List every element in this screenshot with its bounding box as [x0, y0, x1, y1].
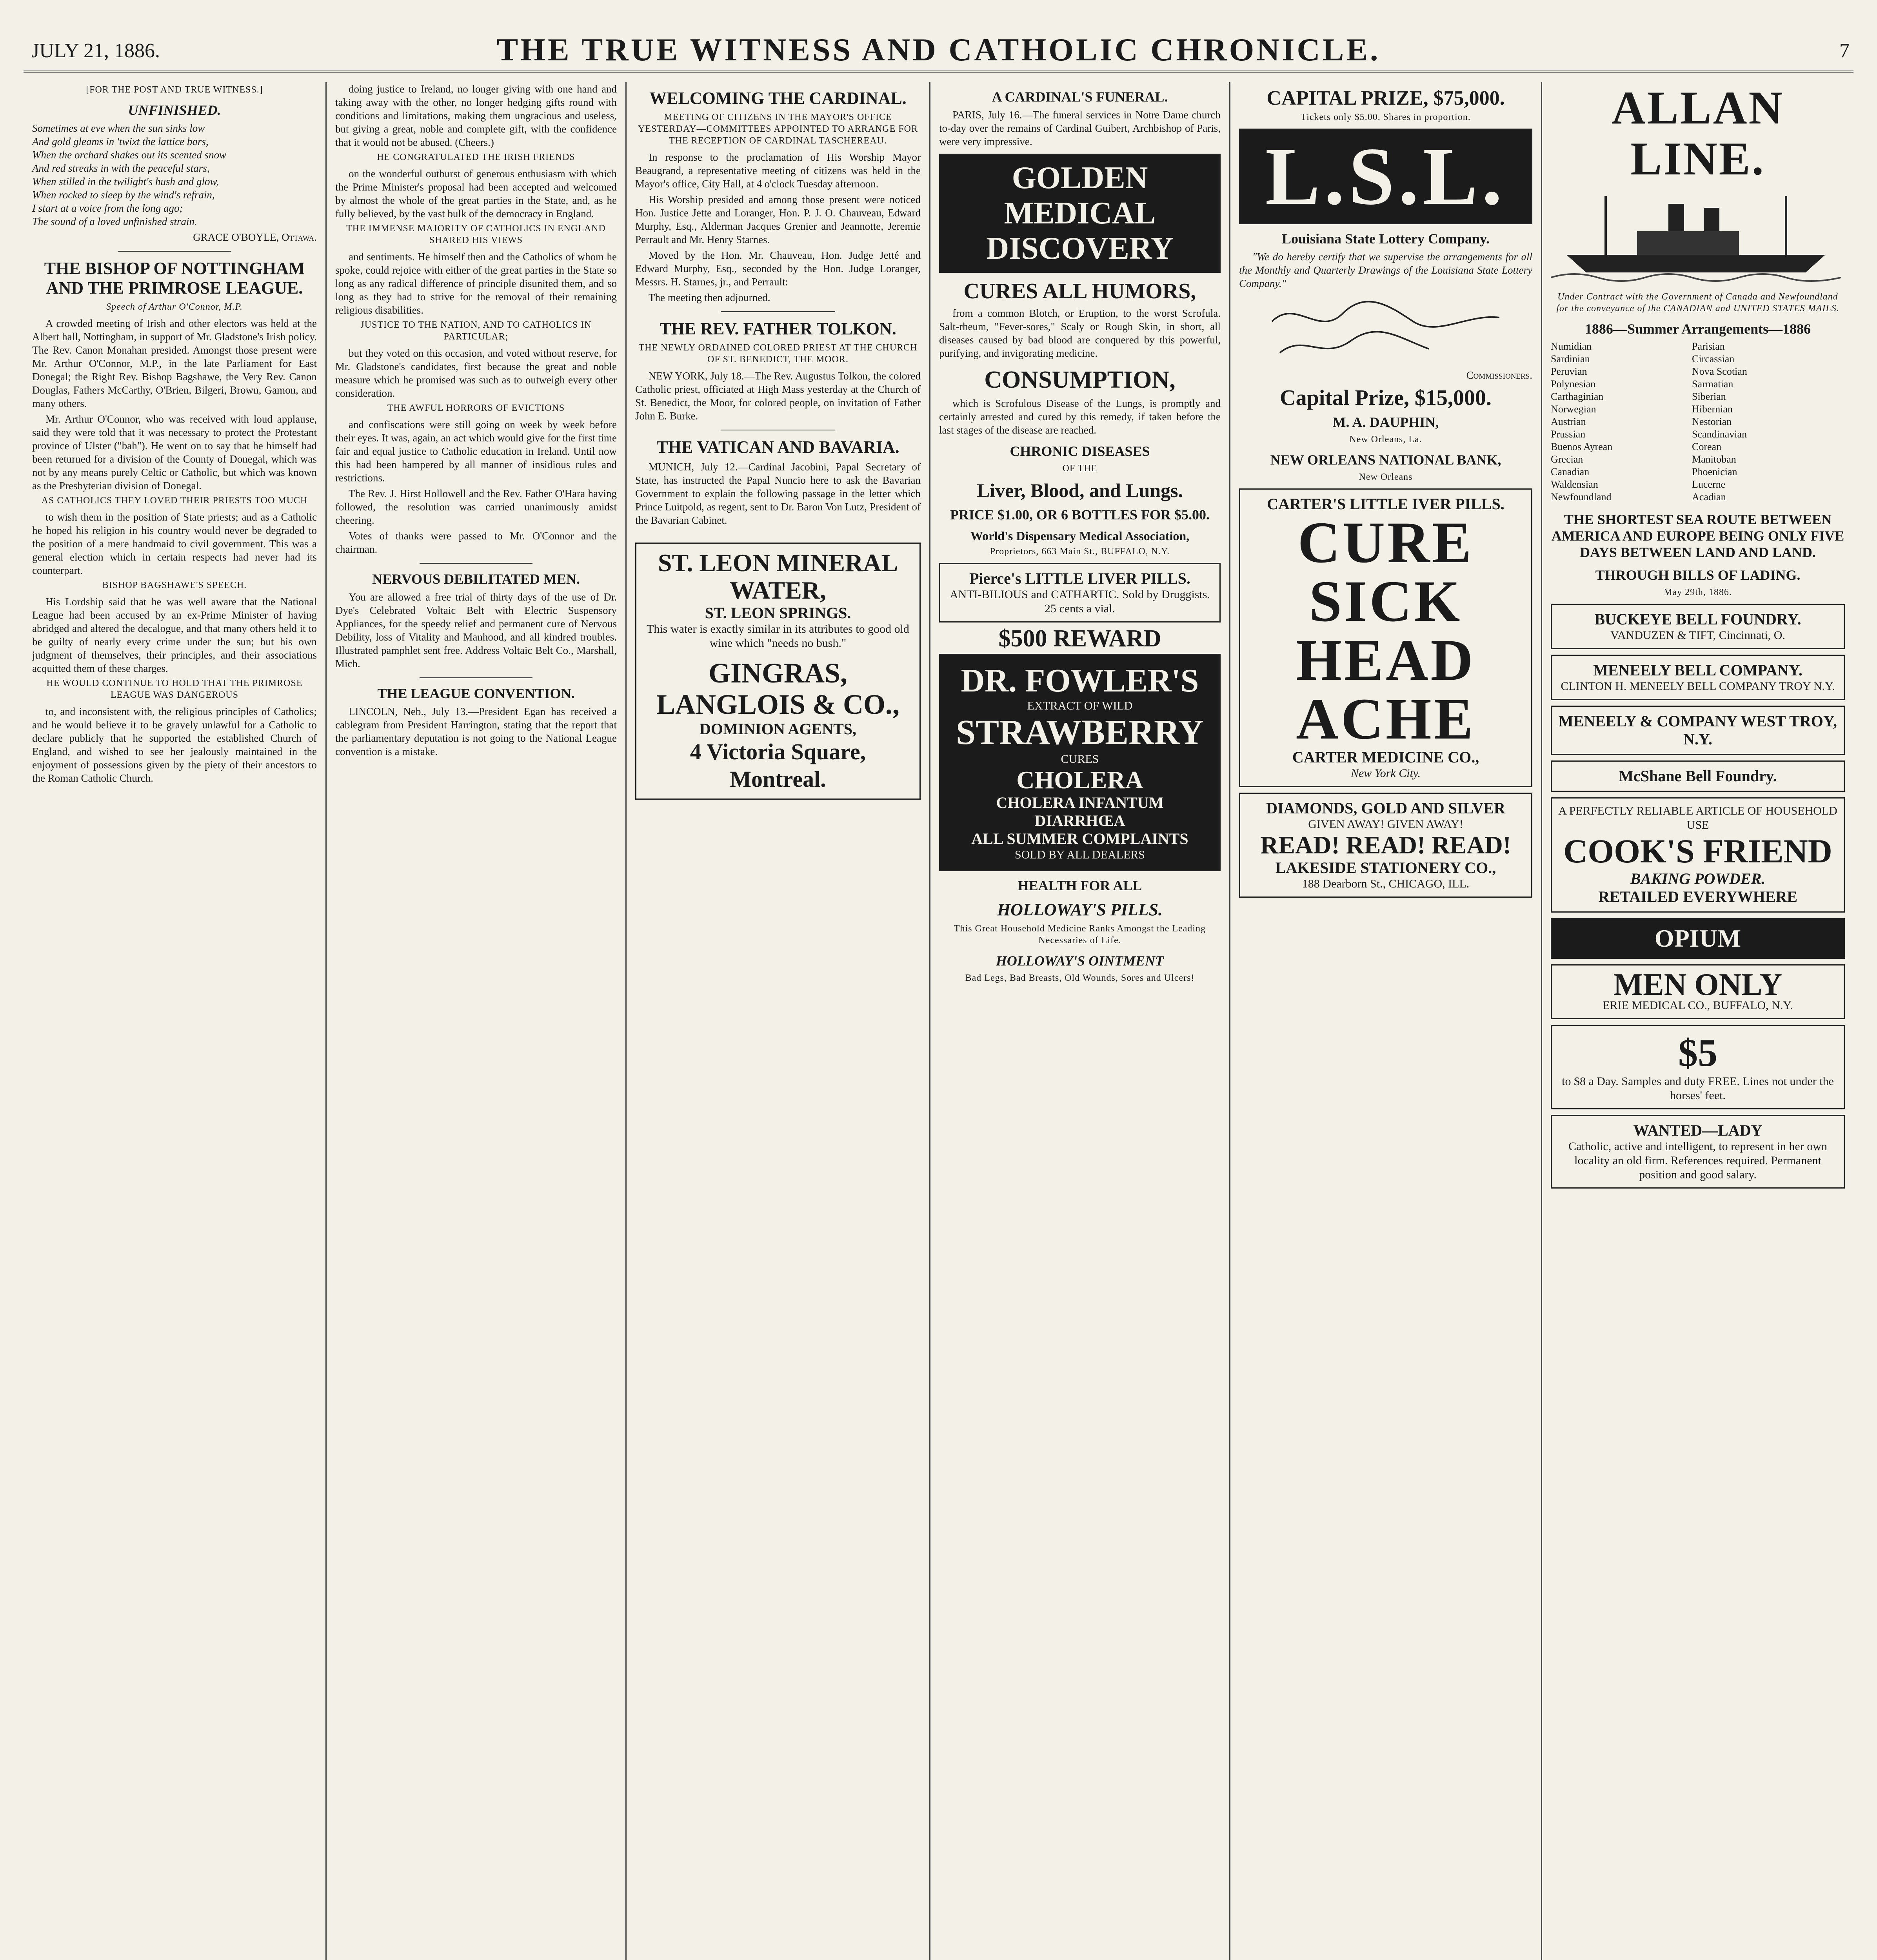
article-paragraph: and sentiments. He himself then and the Catholics of whom he spoke, could rejoice with either of the great parties in the State so long as any radical difference of principle disunited them, and so long as they had to strive for the removal of their remaining religious disabilities. — [335, 251, 617, 316]
ship-list-item: Numidian — [1551, 341, 1592, 352]
ship-list-item: Nestorian — [1692, 416, 1732, 427]
article-subhead: THE NEWLY ORDAINED COLORED PRIEST AT THE CHURCH OF ST. BENEDICT, THE MOOR. — [638, 343, 918, 365]
ship-list-item: Sarmatian — [1692, 378, 1733, 390]
ship-list-item: Buenos Ayrean — [1551, 441, 1613, 452]
ship-list-item: Circassian — [1692, 353, 1735, 365]
ad-headline: HEALTH FOR ALL — [1018, 878, 1142, 893]
ad-headline: CHRONIC DISEASES — [1010, 443, 1150, 459]
poem-body — [32, 122, 317, 228]
ad-address: Proprietors, 663 Main St., BUFFALO, N.Y. — [990, 546, 1170, 557]
separator — [420, 677, 532, 678]
ad-line: STRAWBERRY — [956, 713, 1204, 752]
diamonds-ad — [1239, 793, 1532, 898]
article-paragraph: The Rev. J. Hirst Hollowell and the Rev. Father O'Hara having followed, the resolution was carried unanimously amidst cheering. — [335, 488, 617, 526]
article-paragraph: Mr. Arthur O'Connor, who was received with loud applause, said they were told that it was necessary to protect the Protestant province of Ulster ("bah"). He went on to say that he himself had been returned for a division of the County of Donegal, which was not by any means purely Celtic or Catholic, but which was known as the Presbyterian division of Donegal. — [32, 413, 317, 492]
article-paragraph: to, and inconsistent with, the religious principles of Catholics; and he would believe it to be gravely unlawful for a Catholic to declare publicly that he supported the established Church of England, and wished to see her jealously maintained in the enjoyment of possessions given by the piety of their ancestors to the Roman Catholic Church. — [32, 706, 317, 784]
pierce-pills-ad — [939, 563, 1221, 622]
separator — [118, 251, 231, 252]
ad-title: MEN ONLY — [1613, 967, 1783, 1002]
issue-date: JULY 21, 1886. — [31, 40, 160, 62]
poem-line: Sometimes at eve when the sun sinks low — [32, 122, 205, 134]
article-paragraph: Votes of thanks were passed to Mr. O'Connor and the chairman. — [335, 530, 617, 555]
ad-address: New York City. — [1350, 767, 1421, 780]
ad-title: OPIUM — [1654, 924, 1741, 952]
ad-headline: READ! READ! READ! — [1260, 831, 1511, 859]
section-heading: HE CONGRATULATED THE IRISH FRIENDS — [377, 152, 575, 162]
ad-text: Catholic, active and intelligent, to represent in her own locality an old firm. References required. Permanent position and good salary. — [1568, 1140, 1827, 1181]
ad-text: This Great Household Medicine Ranks Amongst the Leading Necessaries of Life. — [954, 924, 1206, 946]
article-subhead: Speech of Arthur O'Connor, M.P. — [106, 302, 243, 312]
ad-text: "We do hereby certify that we supervise the arrangements for all the Monthly and Quarterly Drawings of the Louisiana State Lottery Company." — [1239, 251, 1532, 289]
ad-headline: Capital Prize, $15,000. — [1280, 386, 1492, 410]
ad-line: DIARRHŒA — [1034, 812, 1125, 829]
ad-line: EXTRACT OF WILD — [1027, 699, 1133, 712]
poem-line: When rocked to sleep by the wind's refrain, — [32, 189, 215, 201]
signatures — [1248, 294, 1523, 365]
ad-word: SICK — [1309, 569, 1463, 634]
article-paragraph: MUNICH, July 12.—Cardinal Jacobini, Papal Secretary of State, has instructed the Papal Nuncio here to ask the Bavarian Government to explain the following passage in the letter which Prince Luitpold, as regent, sent to Dr. Baron Von Lutz, President of the Bavarian Cabinet. — [635, 461, 921, 526]
ad-title: MENEELY & COMPANY WEST TROY, N.Y. — [1558, 712, 1837, 748]
ship-list-item: Polynesian — [1551, 378, 1596, 390]
ad-headline: Louisiana State Lottery Company. — [1281, 231, 1490, 247]
poem-credit: [FOR THE POST AND TRUE WITNESS.] — [86, 85, 263, 95]
ad-title: GOLDEN MEDICAL DISCOVERY — [986, 161, 1174, 266]
ad-address: 188 Dearborn St., CHICAGO, ILL. — [1302, 877, 1470, 890]
article-headline: WELCOMING THE CARDINAL. — [649, 89, 907, 108]
article-paragraph: A crowded meeting of Irish and other electors was held at the Albert hall, Nottingham, in support of Mr. Gladstone's Irish policy. The Rev. Canon Monahan presided. Amongst those present were Mr. Arthur O'Connor, M.P., in the late Parliament for East Donegal; the Right Rev. Bishop Bagshawe, the Very Rev. Canon Douglas, Fathers McCarthy, O'Brien, Bilgeri, Brown, Gamon, and many others. — [32, 318, 317, 409]
article-paragraph: on the wonderful outburst of generous enthusiasm with which the Prime Minister's proposal had been accepted and welcomed by almost the whole of the great parties in the State, and, as he fully believed, by the vast bulk of the democracy in England. — [335, 168, 617, 220]
fowler-strawberry-ad — [939, 654, 1221, 871]
article-paragraph: and confiscations were still going on week by week before their eyes. It was, again, an act which would give for the first time fair and equal justice to Catholic education in Ireland. Until now this had been hampered by all manner of insidious rules and restrictions. — [335, 419, 617, 484]
ad-title: ST. LEON MINERAL WATER, — [658, 549, 898, 604]
ship-list — [1551, 340, 1845, 503]
ship-list-item: Carthaginian — [1551, 391, 1604, 402]
ad-address: 4 Victoria Square, Montreal. — [690, 739, 866, 792]
ad-address: New Orleans, La. — [1349, 434, 1422, 445]
ad-text: Commissioners. — [1466, 369, 1532, 381]
ad-name: M. A. DAUPHIN, — [1332, 414, 1439, 430]
ship-list-item: Newfoundland — [1551, 491, 1612, 503]
ad-agents: DOMINION AGENTS, — [699, 720, 857, 738]
ship-list-item: Canadian — [1551, 466, 1590, 477]
separator — [420, 563, 532, 564]
ad-headline: HOLLOWAY'S PILLS. — [997, 900, 1163, 919]
ad-word: HEAD — [1296, 628, 1475, 693]
poem-line: I start at a voice from the long ago; — [32, 202, 183, 214]
ship-list-item: Austrian — [1551, 416, 1586, 427]
ad-title: BAKING POWDER. — [1630, 870, 1766, 887]
ad-subtitle: ST. LEON SPRINGS. — [705, 604, 851, 622]
section-heading: THE IMMENSE MAJORITY OF CATHOLICS IN ENGLAND SHARED HIS VIEWS — [346, 223, 606, 245]
section-heading: HE WOULD CONTINUE TO HOLD THAT THE PRIMROSE LEAGUE WAS DANGEROUS — [46, 678, 303, 700]
column-2 — [327, 82, 625, 1960]
ship-list-item: Prussian — [1551, 428, 1586, 440]
ad-title: McShane Bell Foundry. — [1619, 767, 1777, 785]
column-1 — [24, 82, 325, 1960]
ad-firm: GINGRAS, LANGLOIS & CO., — [656, 657, 900, 720]
article-headline: THE LEAGUE CONVENTION. — [377, 686, 575, 701]
ad-line: CHOLERA INFANTUM — [996, 794, 1164, 811]
poem-title: UNFINISHED. — [128, 102, 221, 118]
ad-title: WANTED—LADY — [1633, 1122, 1763, 1139]
opium-ad — [1551, 918, 1845, 959]
poem-line: And gold gleams in 'twixt the lattice bars, — [32, 136, 209, 147]
ad-logo-text: L.S.L. — [1265, 131, 1506, 222]
ad-date: May 29th, 1886. — [1664, 587, 1732, 597]
ad-subtitle: GIVEN AWAY! GIVEN AWAY! — [1308, 818, 1463, 831]
ad-text: RETAILED EVERYWHERE — [1598, 888, 1797, 906]
ship-list-item: Acadian — [1692, 491, 1726, 503]
ship-list-item: Manitoban — [1692, 454, 1736, 465]
ship-list-item: Hibernian — [1692, 403, 1733, 415]
ad-title: BUCKEYE BELL FOUNDRY. — [1594, 610, 1801, 628]
article-subhead: MEETING OF CITIZENS IN THE MAYOR'S OFFICE YESTERDAY—COMMITTEES APPOINTED TO ARRANGE FOR THE RECEPTION OF CARDINAL TASCHEREAU. — [638, 112, 918, 146]
page-number: 7 — [1839, 40, 1850, 62]
section-heading: AS CATHOLICS THEY LOVED THEIR PRIESTS TOO MUCH — [41, 495, 308, 506]
article-paragraph: to wish them in the position of State priests; and as a Catholic he hoped his religion in his country would never be degraded to the position of a mere handmaid to civil government. This was a general election which in certain respects had never had its counterpart. — [32, 511, 317, 576]
ship-list-item: Sardinian — [1551, 353, 1590, 365]
ad-headline: Liver, Blood, and Lungs. — [976, 479, 1183, 501]
ad-headline: THROUGH BILLS OF LADING. — [1595, 567, 1801, 583]
ad-text: Bad Legs, Bad Breasts, Old Wounds, Sores and Ulcers! — [965, 973, 1195, 983]
poem-author: GRACE O'BOYLE, Ottawa. — [193, 231, 317, 243]
st-leon-ad — [635, 543, 921, 800]
section-heading: JUSTICE TO THE NATION, AND TO CATHOLICS IN PARTICULAR; — [360, 320, 592, 342]
ad-headline: THE SHORTEST SEA ROUTE BETWEEN AMERICA AND EUROPE BEING ONLY FIVE DAYS BETWEEN LAND AND LAND. — [1551, 512, 1844, 560]
meneely-west-troy-ad — [1551, 706, 1845, 755]
mcshane-bell-ad — [1551, 760, 1845, 792]
ad-text: Tickets only $5.00. Shares in proportion. — [1301, 112, 1471, 122]
column-5 — [1230, 82, 1541, 1960]
ship-list-item: Grecian — [1551, 454, 1583, 465]
ad-name: NEW ORLEANS NATIONAL BANK, — [1270, 452, 1501, 468]
poem-line: When stilled in the twilight's hush and glow, — [32, 176, 219, 187]
article-headline: NERVOUS DEBILITATED MEN. — [372, 571, 580, 587]
ad-text: Under Contract with the Government of Canada and Newfoundland for the conveyance of the CANADIAN and UNITED STATES MAILS. — [1556, 292, 1839, 314]
article-paragraph: The meeting then adjourned. — [649, 292, 770, 303]
ad-headline: 1886—Summer Arrangements—1886 — [1584, 321, 1811, 337]
steamship-icon — [1551, 188, 1841, 282]
ad-subhead: OF THE — [1062, 463, 1097, 474]
ad-subtitle: A PERFECTLY RELIABLE ARTICLE OF HOUSEHOLD USE — [1558, 804, 1837, 831]
ad-title: $5 — [1678, 1031, 1717, 1074]
ad-title: CARTER'S LITTLE IVER PILLS. — [1267, 495, 1505, 513]
newspaper-title: THE TRUE WITNESS AND CATHOLIC CHRONICLE. — [496, 32, 1381, 67]
ad-text: CLINTON H. MENEELY BELL COMPANY TROY N.Y. — [1561, 680, 1835, 693]
article-paragraph: NEW YORK, July 18.—The Rev. Augustus Tolkon, the colored Catholic priest, officiated at High Mass yesterday at the Church of St. Benedict, the Moor, for colored people, on invitation of Father John E. Burke. — [635, 370, 921, 422]
ad-text: from a common Blotch, or Eruption, to the worst Scrofula. Salt-rheum, "Fever-sores," Scaly or Rough Skin, in short, all diseases caused by bad blood are conquered by this powerful, purifying, and invigorating medicine. — [939, 307, 1221, 359]
ad-word: ACHE — [1296, 686, 1475, 751]
article-headline: A CARDINAL'S FUNERAL. — [992, 89, 1168, 105]
ad-headline: $500 REWARD — [998, 625, 1161, 652]
ship-list-item: Waldensian — [1551, 479, 1598, 490]
ad-text: to $8 a Day. Samples and duty FREE. Lines not under the horses' feet. — [1562, 1075, 1834, 1102]
masthead — [24, 27, 1853, 73]
section-heading: BISHOP BAGSHAWE'S SPEECH. — [102, 580, 247, 590]
article-paragraph: You are allowed a free trial of thirty days of the use of Dr. Dye's Celebrated Voltaic Belt with Electric Suspensory Appliances, for the speedy relief and permanent cure of Nervous Debility, loss of Vitality and Manhood, and all kindred troubles. Illustrated pamphlet sent free. Address Voltaic Belt Co., Marshall, Mich. — [335, 591, 617, 670]
ad-headline: CONSUMPTION, — [984, 367, 1176, 393]
ad-headline: HOLLOWAY'S OINTMENT — [996, 953, 1164, 969]
ad-title: COOK'S FRIEND — [1563, 832, 1832, 870]
men-only-ad — [1551, 964, 1845, 1019]
article-paragraph: PARIS, July 16.—The funeral services in Notre Dame church to-day over the remains of Cardinal Guibert, Archbishop of Paris, were very impressive. — [939, 109, 1221, 147]
column-3 — [627, 82, 929, 1960]
poem-line: The sound of a loved unfinished strain. — [32, 216, 197, 227]
ship-list-item: Corean — [1692, 441, 1722, 452]
ad-headline: CURES ALL HUMORS, — [963, 279, 1196, 303]
ad-word: CURE — [1297, 510, 1474, 575]
ad-company: LAKESIDE STATIONERY CO., — [1275, 859, 1496, 877]
buckeye-bell-ad — [1551, 604, 1845, 649]
ad-title: DIAMONDS, GOLD AND SILVER — [1266, 799, 1505, 817]
ship-list-item: Siberian — [1692, 391, 1726, 402]
ad-text: This water is exactly similar in its attributes to good old wine which "needs no bush." — [647, 622, 909, 650]
ad-company: CARTER MEDICINE CO., — [1292, 748, 1479, 766]
poem-line: And red streaks in with the peaceful stars, — [32, 162, 210, 174]
ship-list-item: Parisian — [1692, 341, 1725, 352]
ad-text: VANDUZEN & TIFT, Cincinnati, O. — [1610, 629, 1785, 642]
golden-medical-discovery-banner — [939, 154, 1221, 273]
cooks-friend-ad — [1551, 797, 1845, 913]
ship-list-item: Norwegian — [1551, 403, 1596, 415]
ship-list-item: Peruvian — [1551, 366, 1587, 377]
article-paragraph: doing justice to Ireland, no longer giving with one hand and taking away with the other, no longer hedging gifts round with conditions and limitations, making them ungracious and useless, but giving a great, noble and complete gift, with the confidence that it would not be abused. (Cheers.) — [335, 83, 617, 148]
column-4 — [930, 82, 1229, 1960]
ad-address: New Orleans — [1359, 472, 1413, 482]
ad-title: MENEELY BELL COMPANY. — [1593, 661, 1803, 679]
separator — [721, 311, 835, 312]
ad-company: World's Dispensary Medical Association, — [970, 529, 1190, 543]
wanted-lady-ad — [1551, 1115, 1845, 1189]
article-paragraph: but they voted on this occasion, and voted without reserve, for Mr. Gladstone's candidates, first because the great and noble measure which he promised was such as to outweigh every other consideration. — [335, 347, 617, 399]
meneely-bell-ad — [1551, 655, 1845, 700]
allan-line-title: ALLAN LINE. — [1611, 82, 1784, 185]
article-headline: THE BISHOP OF NOTTINGHAM AND THE PRIMROSE LEAGUE. — [44, 259, 305, 298]
ad-text: which is Scrofulous Disease of the Lungs, is promptly and certainly arrested and cured by this remedy, if taken before the last stages of the disease are reached. — [939, 397, 1221, 436]
carters-pills-ad — [1239, 488, 1532, 787]
section-heading: THE AWFUL HORRORS OF EVICTIONS — [387, 403, 565, 413]
article-headline: THE REV. FATHER TOLKON. — [660, 319, 896, 338]
five-dollar-ad — [1551, 1025, 1845, 1109]
ad-text: ERIE MEDICAL CO., BUFFALO, N.Y. — [1603, 999, 1793, 1012]
ad-price: PRICE $1.00, OR 6 BOTTLES FOR $5.00. — [950, 507, 1210, 523]
poem-line: When the orchard shakes out its scented snow — [32, 149, 227, 161]
ship-list-item: Phoenician — [1692, 466, 1737, 477]
article-paragraph: Moved by the Hon. Mr. Chauveau, Hon. Judge Jetté and Edward Murphy, Esq., seconded by the Hon. Judge Loranger, Messrs. H. Starnes, jr., and Perrault: — [635, 249, 921, 288]
ad-headline: CAPITAL PRIZE, $75,000. — [1266, 87, 1505, 109]
ad-title: Pierce's LITTLE LIVER PILLS. — [969, 570, 1190, 587]
article-paragraph: His Worship presided and among those present were noticed Hon. Justice Jette and Loranger, Hon. P. J. O. Chauveau, Edward Murphy, Esq., Alderman Jacques Grenier and Jeannotte, Jeremie Perrault and Mr. Henry Starnes. — [635, 194, 921, 245]
column-6 — [1542, 82, 1853, 1960]
ad-line: ALL SUMMER COMPLAINTS — [971, 830, 1188, 848]
lsl-logo — [1239, 129, 1532, 224]
article-headline: THE VATICAN AND BAVARIA. — [656, 437, 899, 457]
ship-list-item: Nova Scotian — [1692, 366, 1747, 377]
ad-line: DR. FOWLER'S — [961, 662, 1199, 699]
article-paragraph: In response to the proclamation of His Worship Mayor Beaugrand, a representative meeting of citizens was held in the Mayor's office, City Hall, at 4 o'clock Tuesday afternoon. — [635, 151, 921, 190]
ship-list-item: Scandinavian — [1692, 428, 1747, 440]
article-paragraph: His Lordship said that he was well aware that the National League had been accused by an ex-Prime Minister of having abridged and altered the decalogue, and that many others held it to be guilty of nearly every crime under the sun; but his own judgment of themselves, their principles, and their associations acquitted them of these charges. — [32, 596, 317, 674]
ship-list-item: Lucerne — [1692, 479, 1726, 490]
ad-text: ANTI-BILIOUS and CATHARTIC. Sold by Druggists. 25 cents a vial. — [949, 588, 1210, 615]
ad-line: CHOLERA — [1016, 766, 1143, 794]
ad-line: CURES — [1061, 753, 1099, 766]
article-paragraph: LINCOLN, Neb., July 13.—President Egan has received a cablegram from President Harrington, stating that the report that the parliamentary deputation is not going to the National League convention is a mistake. — [335, 706, 617, 757]
ad-line: SOLD BY ALL DEALERS — [1015, 848, 1145, 861]
